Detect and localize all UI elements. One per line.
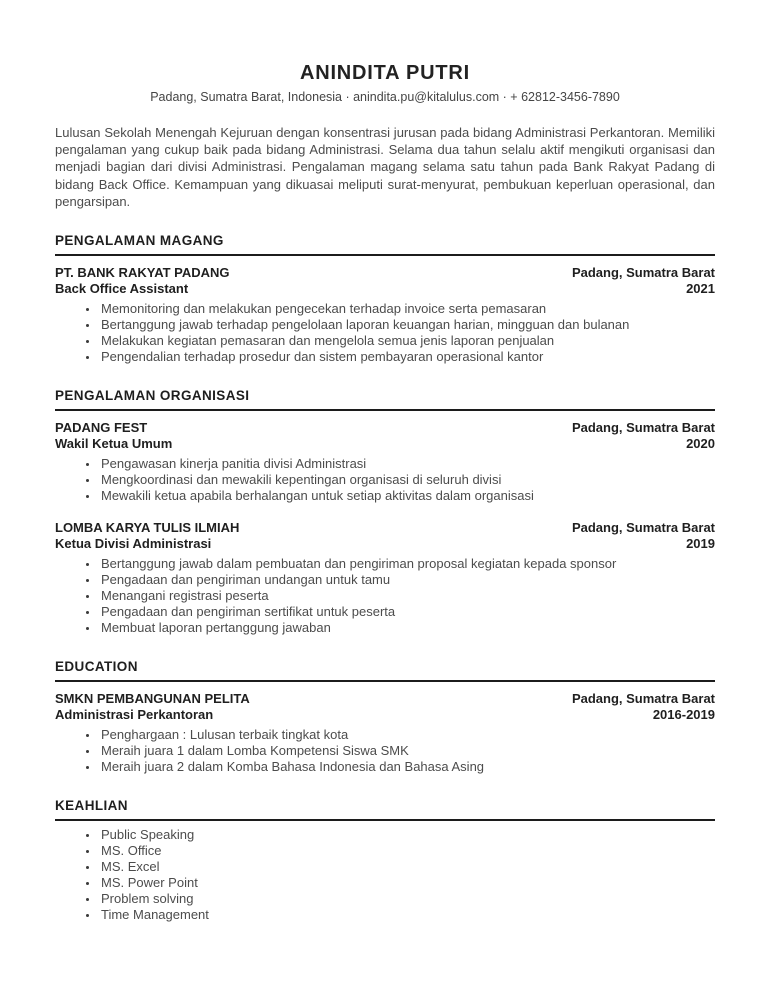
section-pengalaman-magang bbox=[55, 233, 715, 365]
bullet-item: • Penghargaan : Lulusan terbaik tingkat kota bbox=[99, 727, 715, 743]
bullet-item: • Membuat laporan pertanggung jawaban bbox=[99, 620, 715, 636]
bullet-item: • Pengawasan kinerja panitia divisi Administrasi bbox=[99, 456, 715, 472]
skill-item: • MS. Office bbox=[99, 843, 715, 859]
experience-entry bbox=[55, 265, 715, 365]
section-title: KEAHLIAN bbox=[55, 798, 715, 821]
school-location: Padang, Sumatra Barat bbox=[571, 691, 715, 707]
org-location: Padang, Sumatra Barat bbox=[571, 265, 715, 281]
period: 2020 bbox=[686, 436, 715, 452]
experience-entry bbox=[55, 520, 715, 636]
bullet-item: • Bertanggung jawab terhadap pengelolaan laporan keuangan harian, mingguan dan bulanan bbox=[99, 317, 715, 333]
role-title: Wakil Ketua Umum bbox=[55, 436, 173, 452]
bullet-item: • Memonitoring dan melakukan pengecekan terhadap invoice serta pemasaran bbox=[99, 301, 715, 317]
bullet-item: • Menangani registrasi peserta bbox=[99, 588, 715, 604]
person-name: ANINDITA PUTRI bbox=[299, 62, 471, 84]
summary-paragraph: Lulusan Sekolah Menengah Kejuruan dengan konsentrasi jurusan pada bidang Administrasi Perkantoran. Memiliki pengalaman yang cukup baik pada bidang Administrasi. Selama dua tahun selalu aktif mengikuti organisasi dan menjadi bagian dari divisi Administrasi. Pengalaman magang selama satu tahun pada Bank Rakyat Padang di bidang Back Office. Kemampuan yang dikuasai meliputi surat-menyurat, pembukuan keperluan operasional, dan pengarsipan. bbox=[55, 125, 715, 209]
entry-role-row bbox=[55, 436, 715, 452]
period: 2016-2019 bbox=[652, 707, 715, 723]
bullet-list bbox=[55, 456, 715, 504]
skill-item: • Problem solving bbox=[99, 891, 715, 907]
bullet-item: • Meraih juara 2 dalam Komba Bahasa Indonesia dan Bahasa Asing bbox=[99, 759, 715, 775]
skill-item: • Time Management bbox=[99, 907, 715, 923]
major-title: Administrasi Perkantoran bbox=[55, 707, 214, 723]
section-pengalaman-organisasi bbox=[55, 388, 715, 636]
bullet-list bbox=[55, 727, 715, 775]
section-keahlian bbox=[55, 798, 715, 923]
role-title: Back Office Assistant bbox=[55, 281, 189, 297]
entry-role-row bbox=[55, 707, 715, 723]
bullet-list bbox=[55, 556, 715, 636]
skills-list bbox=[55, 827, 715, 923]
contact-line: Padang, Sumatra Barat, Indonesia · anindita.pu@kitalulus.com · + 62812-3456-7890 bbox=[150, 90, 620, 104]
role-title: Ketua Divisi Administrasi bbox=[55, 536, 212, 552]
skill-item: • MS. Power Point bbox=[99, 875, 715, 891]
section-education bbox=[55, 659, 715, 775]
skill-item: • MS. Excel bbox=[99, 859, 715, 875]
period: 2021 bbox=[686, 281, 715, 297]
section-title: PENGALAMAN ORGANISASI bbox=[55, 388, 715, 411]
bullet-item: • Mengkoordinasi dan mewakili kepentingan organisasi di seluruh divisi bbox=[99, 472, 715, 488]
bullet-item: • Pengendalian terhadap prosedur dan sistem pembayaran operasional kantor bbox=[99, 349, 715, 365]
entry-role-row bbox=[55, 536, 715, 552]
section-title: PENGALAMAN MAGANG bbox=[55, 233, 715, 256]
org-name: PT. BANK RAKYAT PADANG bbox=[55, 265, 230, 281]
bullet-list bbox=[55, 301, 715, 365]
entry-header-row bbox=[55, 520, 715, 536]
education-entry bbox=[55, 691, 715, 775]
bullet-item: • Pengadaan dan pengiriman undangan untuk tamu bbox=[99, 572, 715, 588]
bullet-item: • Melakukan kegiatan pemasaran dan mengelola semua jenis laporan penjualan bbox=[99, 333, 715, 349]
skill-item: • Public Speaking bbox=[99, 827, 715, 843]
entry-header-row bbox=[55, 420, 715, 436]
org-name: PADANG FEST bbox=[55, 420, 148, 436]
bullet-item: • Bertanggung jawab dalam pembuatan dan pengiriman proposal kegiatan kepada sponsor bbox=[99, 556, 715, 572]
period: 2019 bbox=[686, 536, 715, 552]
entry-header-row bbox=[55, 265, 715, 281]
section-title: EDUCATION bbox=[55, 659, 715, 682]
bullet-item: • Meraih juara 1 dalam Lomba Kompetensi Siswa SMK bbox=[99, 743, 715, 759]
entry-header-row bbox=[55, 691, 715, 707]
bullet-item: • Mewakili ketua apabila berhalangan untuk setiap aktivitas dalam organisasi bbox=[99, 488, 715, 504]
org-location: Padang, Sumatra Barat bbox=[571, 520, 715, 536]
experience-entry bbox=[55, 420, 715, 504]
org-location: Padang, Sumatra Barat bbox=[571, 420, 715, 436]
bullet-item: • Pengadaan dan pengiriman sertifikat untuk peserta bbox=[99, 604, 715, 620]
entry-role-row bbox=[55, 281, 715, 297]
school-name: SMKN PEMBANGUNAN PELITA bbox=[55, 691, 250, 707]
org-name: LOMBA KARYA TULIS ILMIAH bbox=[55, 520, 240, 536]
